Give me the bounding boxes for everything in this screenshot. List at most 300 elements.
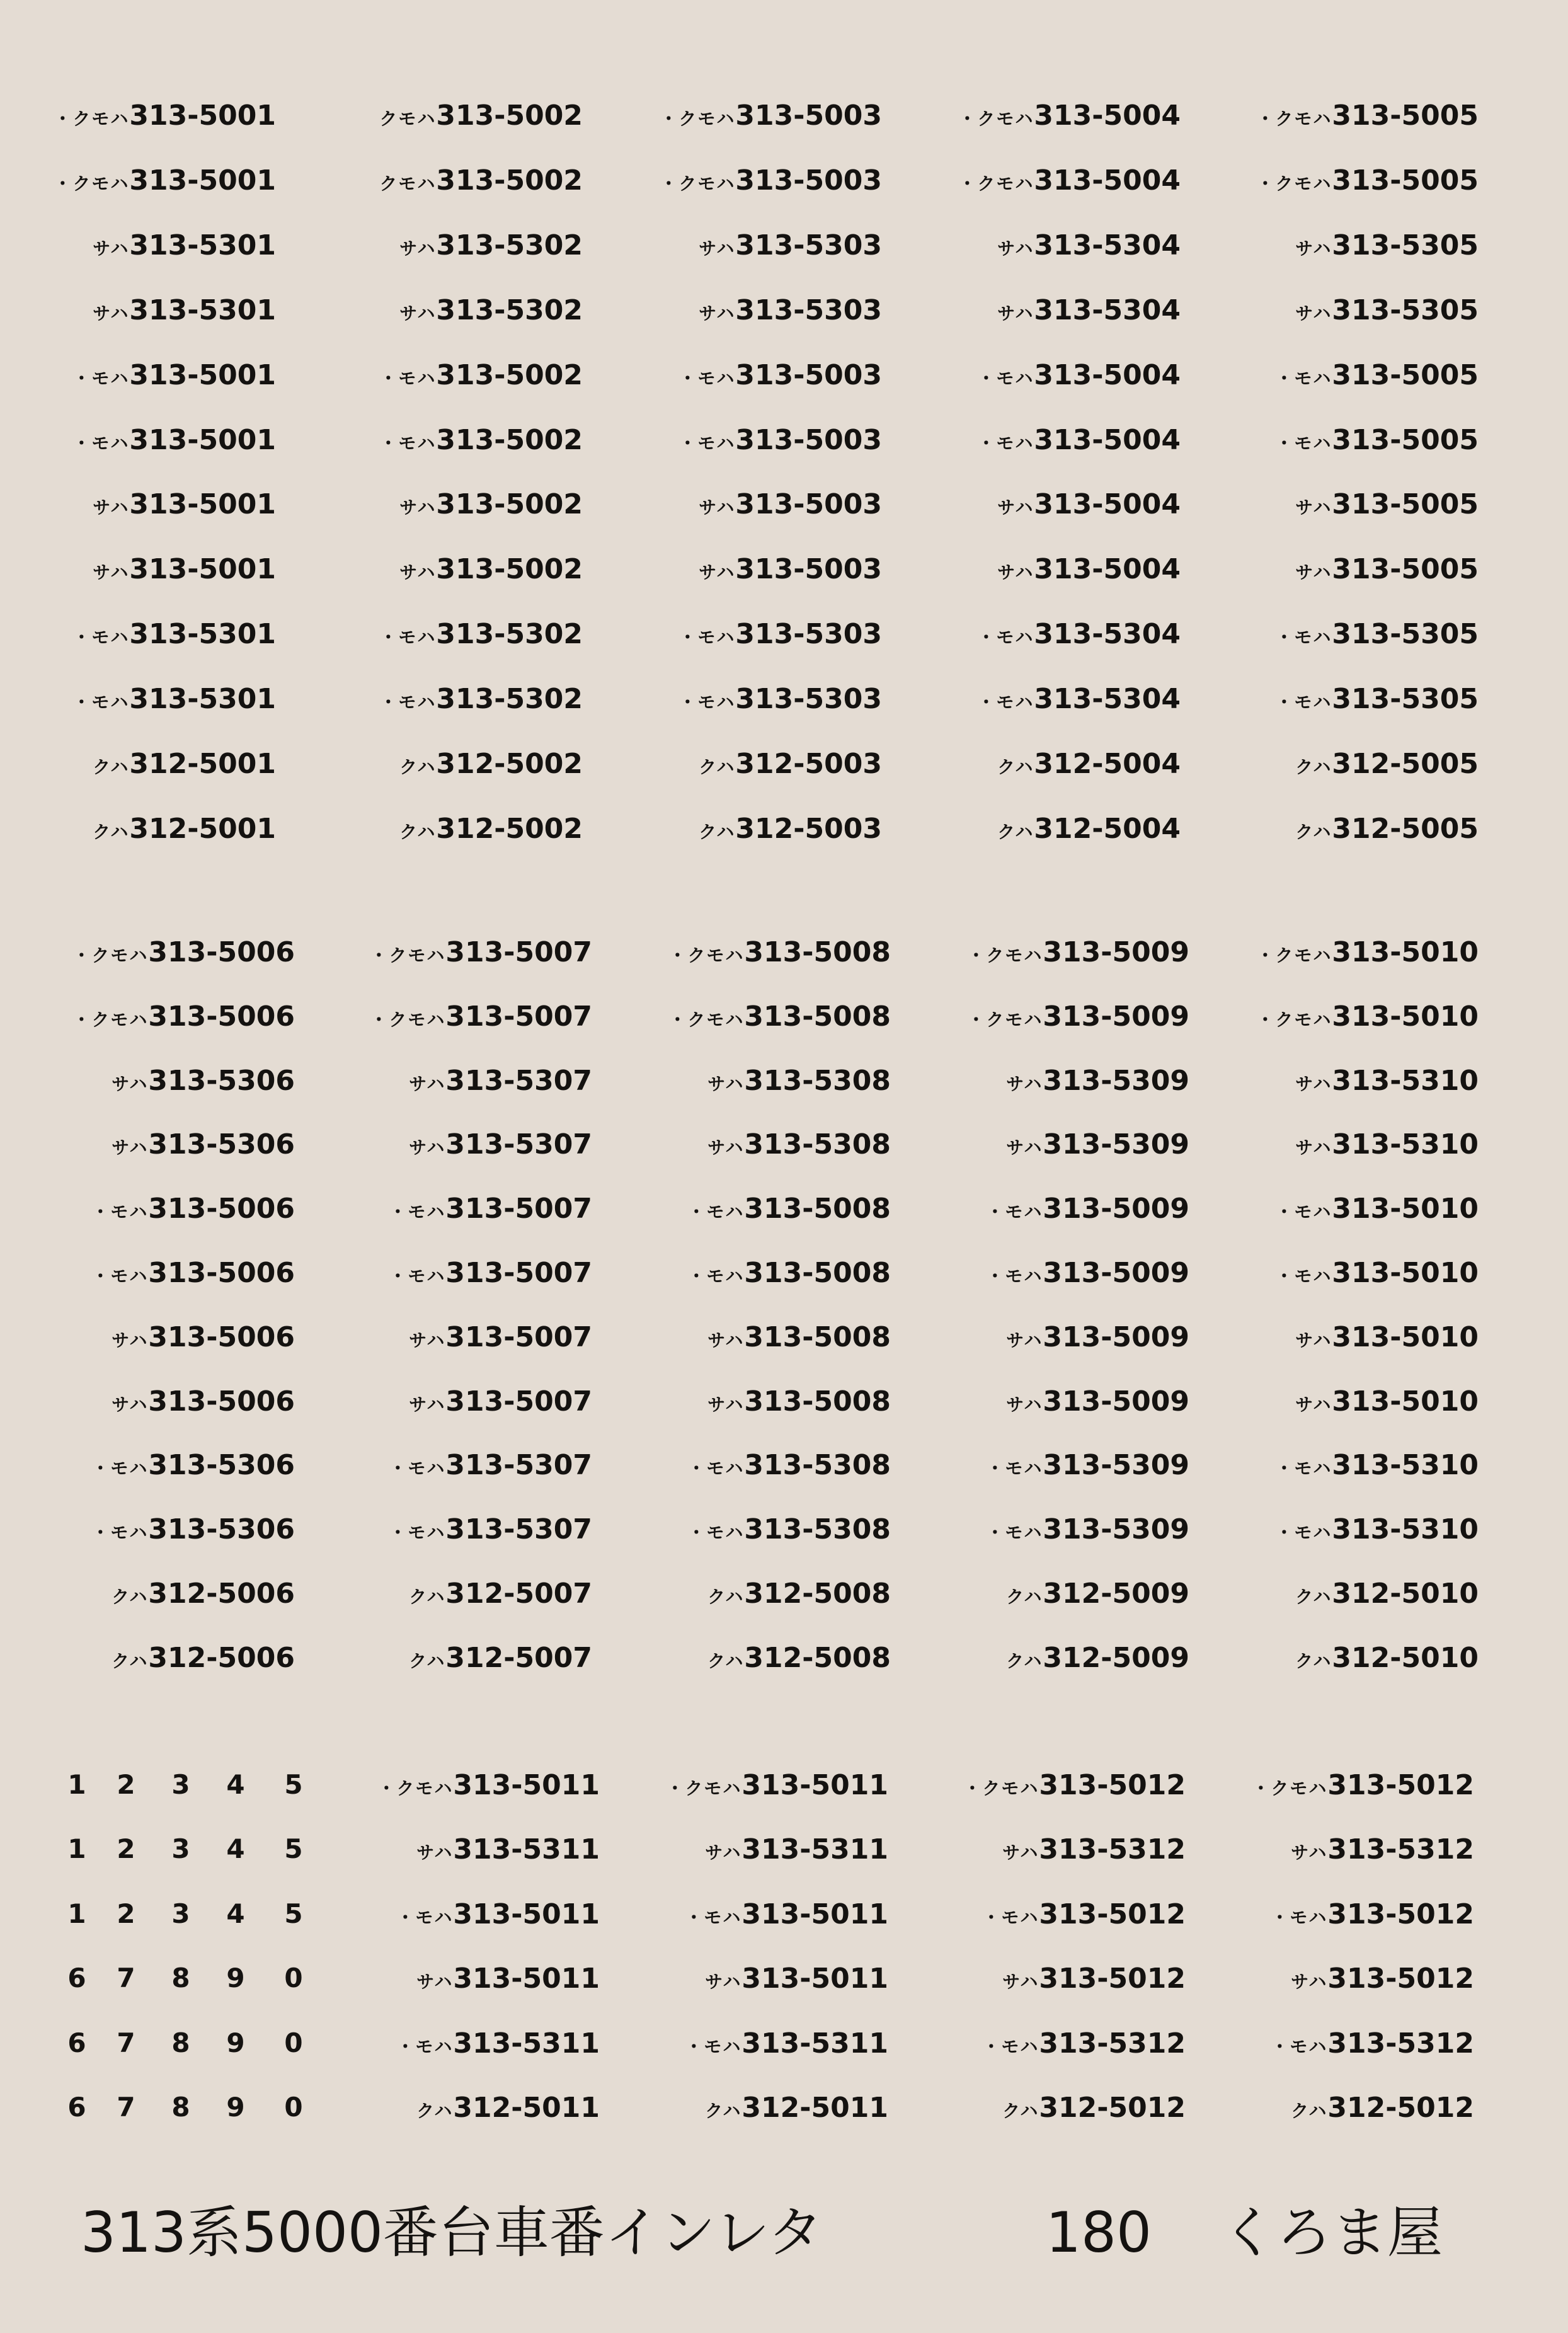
car-number: 313-5003 [735,359,882,391]
car-number: 313-5008 [744,1385,891,1418]
car-number-decal [660,102,882,130]
car-number-decal [409,1067,592,1095]
single-digit-decal: 5 [284,1833,303,1864]
car-type-prefix: ・モハ [91,1266,149,1287]
car-number: 313-5001 [129,359,276,391]
car-type-prefix: サハ [399,303,437,324]
car-type-prefix: ・モハ [379,627,437,648]
car-number: 313-5006 [148,936,295,968]
car-number: 313-5006 [148,1385,295,1418]
car-number-decal [416,1965,600,1993]
car-number-decal [997,229,1181,261]
car-number-decal [958,102,1181,130]
car-number-decal [370,936,592,968]
car-number-decal [705,2094,888,2122]
car-number: 313-5306 [148,1065,295,1097]
car-number: 312-5010 [1332,1642,1479,1674]
car-type-prefix: ・モハ [379,692,437,713]
car-number-decal [112,1067,295,1095]
car-type-prefix: サハ [1006,1074,1043,1094]
car-type-prefix: ・モハ [396,2036,454,2057]
car-number-decal [699,815,882,843]
car-number: 312-5011 [741,2092,888,2124]
car-number: 313-5011 [741,1898,888,1930]
car-type-prefix: ・モハ [1275,692,1332,713]
car-type-prefix: クハ [1295,1651,1332,1671]
car-number: 312-5008 [744,1642,891,1674]
car-number-decal [379,102,583,130]
car-number: 313-5309 [1043,1449,1189,1481]
single-digit-decal: 6 [67,2027,86,2058]
car-type-prefix: クハ [997,822,1034,842]
car-number-decal [997,750,1181,778]
car-number: 313-5001 [129,553,276,585]
car-number-decal [967,936,1189,968]
car-number: 313-5005 [1332,424,1479,456]
car-number: 313-5309 [1043,1513,1189,1545]
car-number: 313-5004 [1034,100,1181,132]
car-number-decal [379,359,583,391]
car-type-prefix: ・クモハ [967,945,1043,966]
car-type-prefix: ・モハ [1271,1907,1328,1928]
car-number: 313-5010 [1332,1257,1479,1289]
car-number-decal [1275,424,1479,456]
car-number: 313-5006 [148,1193,295,1225]
car-type-prefix: サハ [699,497,736,518]
car-number: 313-5008 [744,936,891,968]
car-number-decal [1002,2094,1186,2122]
car-number: 313-5006 [148,1257,295,1289]
car-number-decal [93,488,276,520]
car-number: 313-5011 [741,1769,888,1801]
car-number: 313-5011 [741,1963,888,1995]
car-type-prefix: サハ [112,1394,149,1415]
car-type-prefix: ・モハ [1275,368,1332,389]
car-number-decal [699,553,882,585]
car-number-decal [72,936,295,968]
car-type-prefix: サハ [1002,1842,1039,1863]
car-number-decal [416,1833,600,1866]
car-number-decal [396,1898,600,1930]
car-type-prefix: ・クモハ [958,108,1034,129]
single-digit-decal: 9 [226,2027,245,2058]
car-number-decal [1275,685,1479,713]
car-type-prefix: クハ [1291,2101,1328,2121]
car-number: 313-5302 [436,294,583,326]
car-number-decal [1002,1833,1186,1866]
car-number-decal [1295,1580,1479,1608]
car-number-decal [707,1067,891,1095]
car-number: 313-5311 [453,2027,600,2060]
car-number: 312-5007 [445,1642,592,1674]
car-type-prefix: ・モハ [396,1907,454,1928]
car-number: 313-5001 [129,100,276,132]
car-type-prefix: クモハ [379,108,437,129]
car-type-prefix: ・モハ [986,1458,1043,1479]
car-number: 313-5009 [1043,936,1189,968]
car-number: 313-5003 [735,553,882,585]
car-number-decal [1295,229,1479,261]
car-number: 313-5312 [1327,2027,1474,2060]
car-number: 312-5001 [129,748,276,780]
car-type-prefix: ・モハ [685,2036,742,2057]
car-type-prefix: サハ [399,497,437,518]
car-number: 313-5008 [744,1193,891,1225]
car-number-decal [660,164,882,197]
car-number: 313-5301 [129,618,276,650]
car-type-prefix: ・モハ [91,1458,149,1479]
car-number-decal [112,1580,295,1608]
car-type-prefix: クハ [699,757,736,777]
car-type-prefix: サハ [1295,1074,1332,1094]
car-number-decal [986,1259,1189,1287]
car-number: 312-5004 [1034,748,1181,780]
car-number-decal [687,1449,891,1481]
car-number-decal [958,164,1181,197]
car-number-decal [977,424,1181,456]
car-number-decal [1006,1321,1189,1353]
car-type-prefix: ・クモハ [370,945,446,966]
car-type-prefix: クハ [1295,757,1332,777]
car-number-decal [72,685,276,713]
car-number-decal [1271,2027,1474,2060]
car-type-prefix: ・モハ [986,1201,1043,1222]
car-number-decal [93,750,276,778]
car-number-decal [705,1833,888,1866]
car-type-prefix: ・モハ [389,1458,446,1479]
car-number: 313-5308 [744,1065,891,1097]
car-type-prefix: サハ [399,562,437,583]
car-number-decal [1275,1513,1479,1545]
car-number-decal [1275,1449,1479,1481]
car-type-prefix: クハ [1002,2101,1039,2121]
car-number-decal [1275,359,1479,391]
car-number-decal [389,1449,592,1481]
car-type-prefix: ・クモハ [370,1009,446,1030]
maker-name: くろま屋 [1221,2200,1443,2265]
car-number-decal [379,685,583,713]
car-type-prefix: ・モハ [986,1522,1043,1543]
car-number-decal [1295,1644,1479,1672]
car-type-prefix: ・クモハ [377,1778,454,1799]
car-number: 313-5304 [1034,683,1181,715]
car-type-prefix: サハ [1295,238,1332,259]
car-number: 313-5311 [741,1833,888,1866]
car-number-decal [112,1321,295,1353]
car-number-decal [977,685,1181,713]
car-number-decal [93,815,276,843]
car-number-decal [1295,750,1479,778]
car-number-decal [389,1513,592,1545]
car-number-decal [72,424,276,456]
car-number: 313-5302 [436,618,583,650]
car-type-prefix: クハ [705,2101,742,2121]
car-type-prefix: クハ [416,2101,454,2121]
car-type-prefix: サハ [1291,1971,1328,1992]
car-number-decal [707,1580,891,1608]
car-number: 313-5005 [1332,164,1479,197]
car-number: 313-5305 [1332,683,1479,715]
car-number-decal [399,750,583,778]
car-type-prefix: ・クモハ [668,1009,745,1030]
car-number: 313-5008 [744,1257,891,1289]
car-number: 313-5002 [436,424,583,456]
car-number-decal [399,488,583,520]
car-type-prefix: ・モハ [379,433,437,454]
car-type-prefix: クハ [409,1651,446,1671]
single-digit-decal: 2 [117,1833,135,1864]
car-type-prefix: ・クモハ [1256,108,1332,129]
single-digit-decal: 3 [171,1898,190,1929]
car-number: 312-5003 [735,748,882,780]
sheet-number: 180 [1046,2200,1152,2265]
car-type-prefix: サハ [93,562,130,583]
car-number: 313-5003 [735,164,882,197]
car-number: 313-5006 [148,1321,295,1353]
car-number-decal [1256,936,1479,968]
car-number-decal [389,1195,592,1223]
car-number: 313-5004 [1034,553,1181,585]
car-type-prefix: ・モハ [91,1201,149,1222]
car-type-prefix: クハ [112,1651,149,1671]
car-type-prefix: サハ [699,238,736,259]
car-number-decal [379,618,583,650]
single-digit-decal: 8 [171,1963,190,1993]
car-number: 313-5005 [1332,553,1479,585]
car-number-decal [112,1128,295,1161]
car-number-decal [112,1644,295,1672]
car-number: 313-5305 [1332,229,1479,261]
car-number: 313-5007 [445,1000,592,1033]
car-number: 313-5009 [1043,1193,1189,1225]
single-digit-decal: 1 [67,1898,86,1929]
car-number: 312-5012 [1039,2092,1186,2124]
single-digit-decal: 2 [117,1898,135,1929]
car-type-prefix: ・モハ [389,1266,446,1287]
car-number-decal [977,618,1181,650]
car-type-prefix: ・モハ [91,1522,149,1543]
car-type-prefix: ・クモハ [666,1778,742,1799]
car-number: 312-5008 [744,1578,891,1610]
car-number-decal [707,1385,891,1418]
car-number: 313-5010 [1332,1193,1479,1225]
single-digit-decal: 8 [171,2092,190,2123]
car-number-decal [1256,1000,1479,1033]
car-number: 313-5303 [735,294,882,326]
car-number-decal [977,359,1181,391]
car-number-decal [699,750,882,778]
car-type-prefix: ・クモハ [54,108,130,129]
car-number-decal [986,1195,1189,1223]
car-number: 312-5001 [129,813,276,845]
car-type-prefix: サハ [997,303,1034,324]
car-number: 312-5004 [1034,813,1181,845]
car-number-decal [963,1769,1186,1801]
car-number-decal [1291,1833,1474,1866]
single-digit-decal: 1 [67,1769,86,1800]
car-number: 313-5003 [735,100,882,132]
car-number: 313-5306 [148,1449,295,1481]
car-number: 313-5005 [1332,100,1479,132]
car-type-prefix: ・クモハ [958,173,1034,194]
car-type-prefix: ・モハ [977,692,1034,713]
car-type-prefix: ・クモハ [660,108,736,129]
car-number: 312-5007 [445,1578,592,1610]
car-number: 313-5002 [436,164,583,197]
car-type-prefix: クハ [997,757,1034,777]
car-number: 313-5309 [1043,1065,1189,1097]
car-type-prefix: ・モハ [1275,1522,1332,1543]
single-digit-decal: 4 [226,1833,245,1864]
car-type-prefix: ・モハ [687,1458,745,1479]
car-type-prefix: サハ [1295,497,1332,518]
car-number-decal [986,1513,1189,1545]
car-number: 312-5005 [1332,748,1479,780]
car-type-prefix: ・モハ [389,1522,446,1543]
car-number-decal [1006,1580,1189,1608]
car-number-decal [685,2027,888,2060]
car-number-decal [997,815,1181,843]
car-number: 313-5012 [1327,1769,1474,1801]
sheet-title: 313系5000番台車番インレタ [81,2200,823,2265]
car-type-prefix: サハ [997,497,1034,518]
car-type-prefix: ・クモハ [668,945,745,966]
car-number-decal [389,1259,592,1287]
car-number: 313-5302 [436,683,583,715]
car-number: 313-5312 [1039,1833,1186,1866]
single-digit-decal: 0 [284,2027,303,2058]
car-number: 313-5004 [1034,424,1181,456]
single-digit-decal: 9 [226,2092,245,2123]
car-number: 313-5002 [436,553,583,585]
car-number: 312-5003 [735,813,882,845]
car-number: 313-5012 [1039,1898,1186,1930]
car-number-decal [91,1259,295,1287]
car-number: 313-5002 [436,359,583,391]
car-type-prefix: ・クモハ [1252,1778,1328,1799]
car-number-decal [409,1580,592,1608]
car-type-prefix: ・モハ [982,1907,1039,1928]
car-type-prefix: ・モハ [72,368,130,389]
car-type-prefix: ・モハ [678,692,736,713]
car-type-prefix: サハ [1006,1137,1043,1158]
car-type-prefix: クハ [699,822,736,842]
car-type-prefix: サハ [1295,1330,1332,1351]
car-number: 312-5005 [1332,813,1479,845]
car-number-decal [997,553,1181,585]
car-type-prefix: クハ [1295,822,1332,842]
car-type-prefix: ・モハ [1275,1201,1332,1222]
single-digit-decal: 4 [226,1898,245,1929]
car-number: 313-5307 [445,1513,592,1545]
car-type-prefix: クハ [707,1651,745,1671]
car-number: 313-5009 [1043,1257,1189,1289]
car-number: 313-5301 [129,683,276,715]
car-number: 313-5001 [129,488,276,520]
car-number-decal [678,618,882,650]
car-number: 313-5011 [453,1963,600,1995]
car-type-prefix: ・モハ [72,627,130,648]
car-number-decal [1275,1195,1479,1223]
single-digit-decal: 8 [171,2027,190,2058]
car-type-prefix: ・モハ [685,1907,742,1928]
car-type-prefix: サハ [707,1137,745,1158]
car-type-prefix: サハ [399,238,437,259]
car-number: 313-5008 [744,1000,891,1033]
car-number: 313-5311 [453,1833,600,1866]
car-number: 312-5009 [1043,1578,1189,1610]
car-number: 313-5307 [445,1449,592,1481]
car-number: 313-5308 [744,1513,891,1545]
car-number: 313-5007 [445,1321,592,1353]
car-type-prefix: サハ [112,1137,149,1158]
single-digit-decal: 7 [117,2092,135,2123]
car-number: 313-5310 [1332,1513,1479,1545]
car-number-decal [1006,1067,1189,1095]
car-number-decal [678,424,882,456]
car-number: 313-5007 [445,1257,592,1289]
car-number: 313-5303 [735,618,882,650]
car-number-decal [112,1385,295,1418]
car-type-prefix: ・モハ [379,368,437,389]
car-number-decal [1252,1769,1474,1801]
car-type-prefix: サハ [1291,1842,1328,1863]
car-number-decal [666,1769,888,1801]
single-digit-decal: 1 [67,1833,86,1864]
car-number-decal [370,1000,592,1033]
car-number-decal [91,1513,295,1545]
car-number: 312-5012 [1327,2092,1474,2124]
car-number: 313-5010 [1332,1385,1479,1418]
car-type-prefix: サハ [93,238,130,259]
car-number-decal [707,1644,891,1672]
car-type-prefix: サハ [1295,1137,1332,1158]
car-number: 313-5309 [1043,1128,1189,1161]
car-number: 312-5002 [436,813,583,845]
car-number-decal [997,294,1181,326]
car-type-prefix: サハ [409,1330,446,1351]
car-type-prefix: サハ [112,1330,149,1351]
car-type-prefix: ・モハ [977,433,1034,454]
car-type-prefix: ・クモハ [72,945,149,966]
car-type-prefix: ・クモハ [660,173,736,194]
car-number: 312-5010 [1332,1578,1479,1610]
car-number: 313-5002 [436,100,583,132]
car-number: 313-5304 [1034,229,1181,261]
car-type-prefix: ・クモハ [72,1009,149,1030]
car-number: 313-5306 [148,1513,295,1545]
car-number: 313-5303 [735,683,882,715]
car-number: 313-5308 [744,1449,891,1481]
car-number-decal [93,553,276,585]
car-type-prefix: ・クモハ [1256,1009,1332,1030]
car-number: 313-5304 [1034,618,1181,650]
car-number: 313-5012 [1327,1898,1474,1930]
car-number-decal [91,1195,295,1223]
car-number: 313-5001 [129,424,276,456]
car-number-decal [707,1128,891,1161]
car-type-prefix: ・クモハ [1256,945,1332,966]
car-number-decal [1271,1898,1474,1930]
car-number-decal [54,164,276,197]
car-type-prefix: クハ [409,1586,446,1607]
car-type-prefix: サハ [112,1074,149,1094]
car-type-prefix: ・モハ [982,2036,1039,2057]
car-number: 313-5005 [1332,488,1479,520]
car-number: 313-5301 [129,294,276,326]
car-number-decal [1295,553,1479,585]
car-number-decal [416,2094,600,2122]
